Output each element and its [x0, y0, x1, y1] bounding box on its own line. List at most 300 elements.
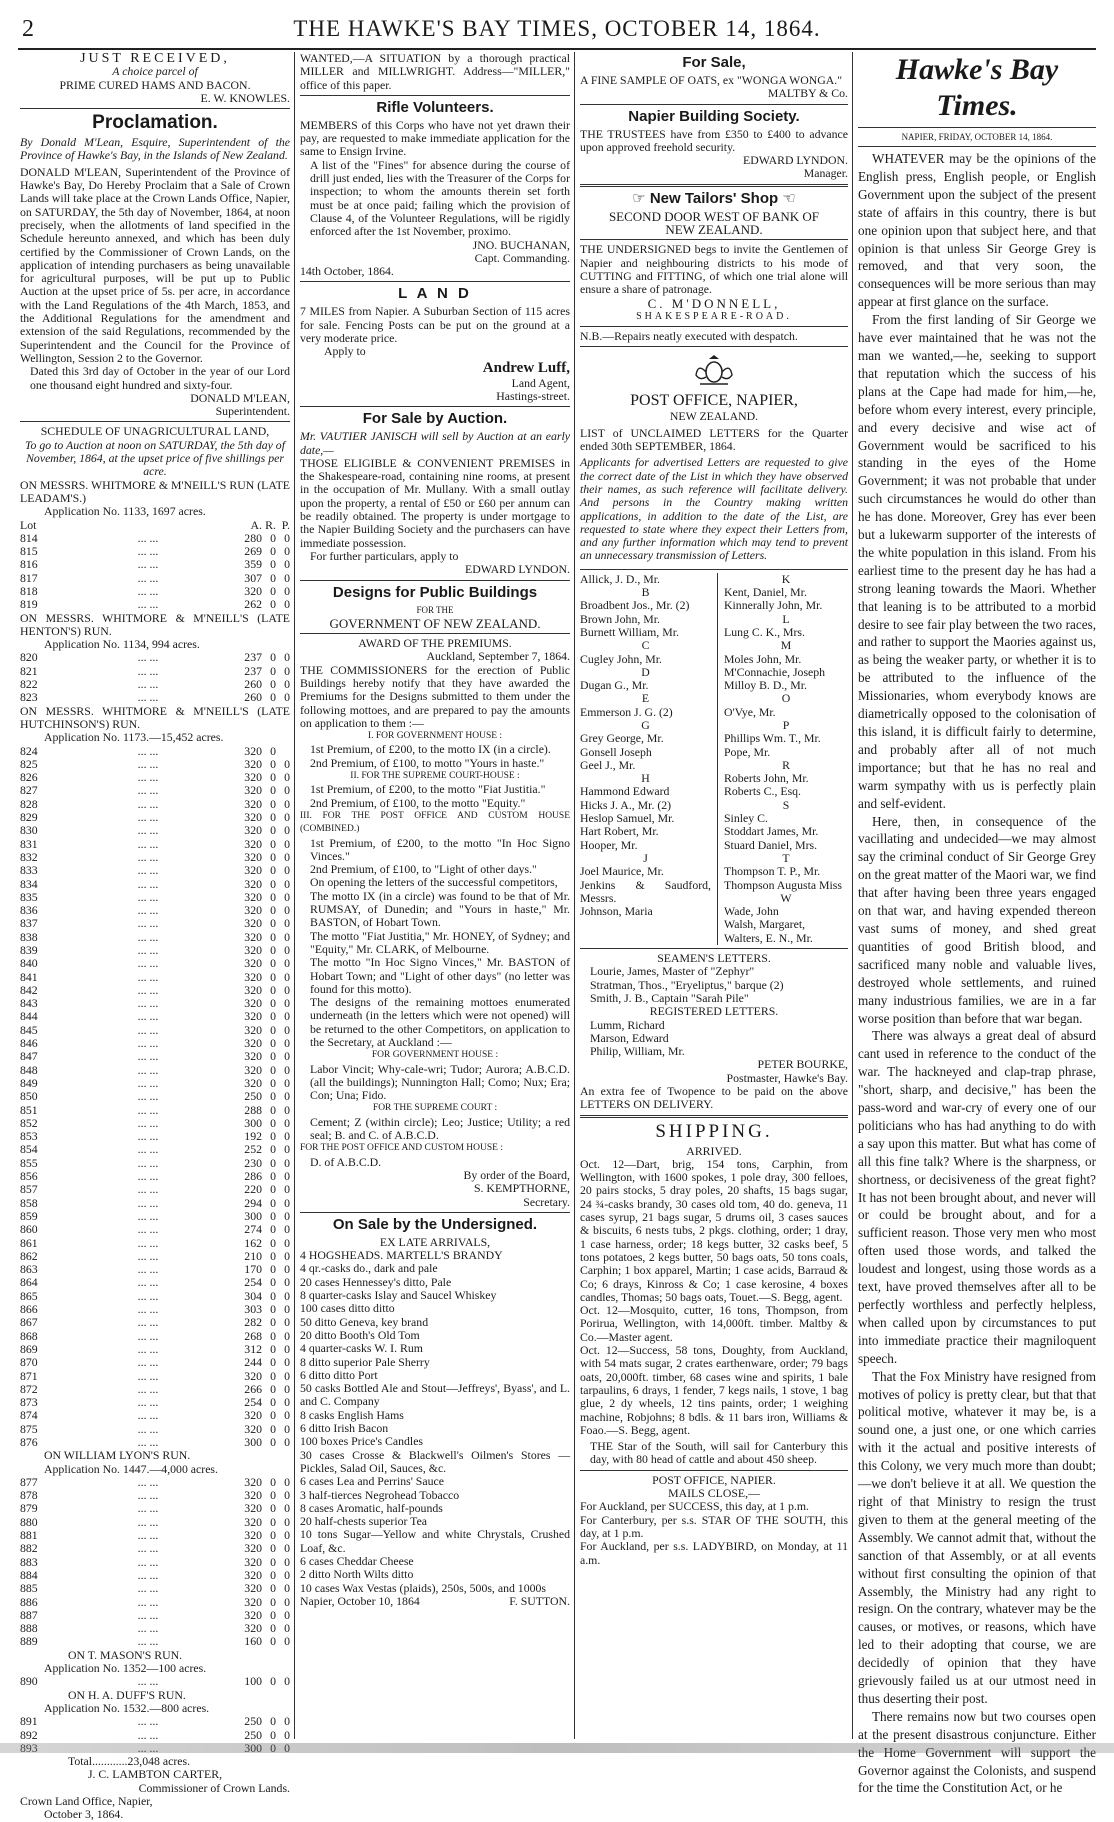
table-cell: 863: [20, 1262, 38, 1277]
table-cell: 0: [270, 1009, 276, 1024]
table-cell: 0: [284, 1434, 290, 1449]
table-cell: 0: [270, 1674, 276, 1689]
table-cell: 822: [20, 677, 38, 692]
table-cell: ... ...: [137, 1155, 159, 1170]
table-cell: 0: [284, 1009, 290, 1024]
table-cell: 320: [244, 1368, 262, 1383]
list-item: M: [780, 638, 792, 653]
tailors-signature: C. M'DONNELL,: [647, 295, 781, 311]
shipping-entry: Oct. 12—Mosquito, cutter, 16 tons, Thompson, from Porirua, Wellington, with 14,000ft. timber. Maltby & Co.—Master agent.: [580, 1303, 848, 1344]
table-cell: 282: [244, 1315, 262, 1330]
table-cell: 254: [244, 1395, 262, 1410]
table-cell: 0: [284, 530, 290, 545]
table-cell: ... ...: [137, 1621, 159, 1636]
letters-right-column: [717, 573, 848, 945]
table-cell: 0: [270, 677, 276, 692]
list-item: Thompson T. P., Mr.: [724, 864, 821, 879]
table-cell: 320: [244, 1421, 262, 1436]
table-cell: ... ...: [137, 1315, 159, 1330]
table-cell: 0: [270, 1421, 276, 1436]
list-item: 10 cases Wax Vestas (plaids), 250s, 500s, and 1000s: [300, 1580, 546, 1595]
page-number: 2: [22, 16, 34, 42]
designs-government: GOVERNMENT OF NEW ZEALAND.: [329, 615, 541, 631]
list-item: 3 half-tierces Negrohead Tobacco: [300, 1487, 460, 1502]
table-cell: 0: [284, 1740, 290, 1755]
table-cell: 0: [284, 1395, 290, 1410]
table-cell: 0: [284, 903, 290, 918]
table-cell: 821: [20, 663, 38, 678]
seamens-list: [580, 965, 848, 1005]
list-item: Geel J., Mr.: [580, 757, 636, 772]
table-cell: ... ...: [137, 690, 159, 705]
editorial-paragraph: From the first landing of Sir George we have ever maintained that he was not the man we wanted,—he, seeking to support that reputation which the success of his plans at the Cape had made for him,—he, before whom every interest, every principle, and every decisive and wise act of Government would be sacrificed to his standing in the eyes of the Home Government; it was not probable that under such circumstances he would do other than he has done. Moreover, Grey has ever been but a lukewarm supporter of the interests of the white population in this island. From his earliest time to the present day he has had a strong leaning towards the Maori. Whether that leaning is to be attributed to a morbid desire to see fair play between the two races, and rather to support the Maories against us, as being the weaker party, or whether it is to be attributed to the influence of the Missionaries, whom everybody knows are diametrically opposed to the colonisation of this island, it is difficult fairly to determine, and probably after all of not much importance; but that he has no real and warm sympathy with us is perfectly plain and self-evident.: [858, 312, 1096, 811]
table-cell: 320: [244, 783, 262, 798]
undersigned-subtitle: EX LATE ARRIVALS,: [379, 1234, 491, 1249]
arrived-heading: ARRIVED.: [686, 1143, 742, 1158]
undersigned-heading: On Sale by the Undersigned.: [332, 1215, 538, 1233]
run-title: ON T. MASON'S RUN.: [68, 1647, 183, 1662]
table-cell: 320: [244, 743, 262, 758]
list-item: Philip, William, Mr.: [590, 1044, 685, 1059]
table-cell: 0: [284, 557, 290, 572]
table-cell: ... ...: [137, 583, 159, 598]
table-cell: 192: [244, 1129, 262, 1144]
table-cell: 320: [244, 943, 262, 957]
table-cell: ... ...: [137, 956, 159, 971]
table-cell: 0: [270, 1541, 276, 1556]
table-cell: 0: [270, 1315, 276, 1330]
mail-subtitle: MAILS CLOSE,—: [668, 1486, 760, 1501]
mail-heading: POST OFFICE, NAPIER.: [652, 1472, 776, 1487]
table-cell: 878: [20, 1488, 38, 1503]
table-cell: 0: [284, 1169, 290, 1184]
paper-title: THE HAWKE'S BAY TIMES, OCTOBER 14, 1864.: [293, 16, 821, 41]
list-item: Lumm, Richard: [590, 1017, 665, 1032]
table-cell: 0: [270, 1062, 276, 1077]
table-cell: ... ...: [137, 836, 159, 851]
auction-heading: For Sale by Auction.: [362, 410, 508, 428]
table-cell: 0: [284, 1674, 290, 1689]
table-cell: 320: [244, 916, 262, 931]
table-cell: 0: [284, 1581, 290, 1596]
table-cell: 0: [270, 1395, 276, 1410]
table-cell: 0: [284, 916, 290, 931]
table-cell: 320: [244, 1581, 262, 1596]
table-cell: 0: [270, 1528, 276, 1543]
table-cell: ... ...: [137, 1474, 159, 1489]
table-cell: 237: [244, 650, 262, 665]
table-cell: 0: [270, 1434, 276, 1449]
table-cell: 0: [284, 583, 290, 598]
table-cell: 876: [20, 1434, 38, 1449]
table-cell: ... ...: [137, 849, 159, 864]
table-cell: 846: [20, 1036, 38, 1051]
list-item: C: [641, 638, 650, 653]
table-cell: 865: [20, 1288, 38, 1303]
table-cell: 874: [20, 1408, 38, 1423]
table-cell: 857: [20, 1182, 38, 1197]
ad-title: JUST RECEIVED,: [80, 51, 230, 66]
editorial-title: Hawke's Bay Times.: [895, 53, 1059, 122]
list-item: S: [782, 797, 790, 812]
list-item: 8 quarter-casks Islay and Saucel Whiskey: [300, 1288, 497, 1303]
table-cell: 0: [284, 677, 290, 692]
table-cell: 0: [270, 1740, 276, 1755]
table-cell: 0: [270, 1714, 276, 1729]
table-cell: ... ...: [137, 1634, 159, 1649]
table-cell: 0: [284, 889, 290, 904]
table-cell: 0: [270, 1341, 276, 1356]
tailors-heading: [580, 190, 848, 208]
table-cell: 320: [244, 996, 262, 1011]
table-cell: 0: [270, 1022, 276, 1037]
shipping-heading: SHIPPING.: [655, 1120, 773, 1142]
table-cell: 320: [244, 1036, 262, 1051]
list-item: Hart Robert, Mr.: [580, 824, 659, 839]
list-item: K: [781, 571, 791, 586]
table-cell: ... ...: [137, 1714, 159, 1729]
table-cell: ... ...: [137, 1674, 159, 1689]
table-cell: 0: [270, 1408, 276, 1423]
table-cell: 0: [270, 530, 276, 545]
table-cell: 872: [20, 1381, 38, 1396]
table-cell: 815: [20, 544, 38, 559]
table-cell: 0: [270, 1222, 276, 1237]
table-cell: 286: [244, 1169, 262, 1184]
table-cell: ... ...: [137, 943, 159, 957]
table-cell: 320: [244, 903, 262, 918]
lot-table: [20, 745, 290, 1450]
table-cell: ... ...: [137, 1182, 159, 1197]
table-cell: 100: [244, 1674, 262, 1689]
table-cell: 0: [270, 1554, 276, 1569]
table-cell: ... ...: [137, 1169, 159, 1184]
table-cell: 0: [270, 1235, 276, 1250]
list-item: 10 tons Sugar—Yellow and white Chrystals, Crushed Loaf, &c.: [300, 1527, 570, 1555]
designs-subhead: II. FOR THE SUPREME COURT-HOUSE :: [350, 771, 520, 782]
undersigned-signature: F. SUTTON.: [509, 1593, 570, 1608]
table-cell: 0: [270, 1607, 276, 1622]
table-cell: 0: [284, 663, 290, 678]
table-cell: 0: [270, 583, 276, 598]
table-cell: 0: [270, 1115, 276, 1130]
list-item: Walters, E. N., Mr.: [724, 930, 813, 945]
table-cell: 828: [20, 796, 38, 811]
table-cell: 303: [244, 1302, 262, 1317]
table-cell: 892: [20, 1727, 38, 1742]
land-sign-title: Land Agent,: [511, 375, 570, 390]
list-item: Wade, John: [724, 904, 779, 919]
list-item: Lourie, James, Master of "Zephyr": [590, 964, 755, 979]
table-cell: ... ...: [137, 863, 159, 878]
table-cell: 0: [284, 1222, 290, 1237]
table-cell: 0: [284, 1488, 290, 1503]
table-cell: 0: [270, 1142, 276, 1157]
table-cell: ... ...: [137, 756, 159, 771]
table-cell: 0: [284, 1195, 290, 1210]
table-cell: 0: [284, 969, 290, 984]
table-cell: 0: [284, 1275, 290, 1290]
column-4-editorial: [858, 52, 1096, 1796]
table-cell: 0: [270, 663, 276, 678]
table-cell: 839: [20, 943, 38, 957]
table-cell: 856: [20, 1169, 38, 1184]
table-cell: 320: [244, 1488, 262, 1503]
seamens-heading: SEAMEN'S LETTERS.: [657, 951, 771, 966]
motto-list: Cement; Z (within circle); Leo; Justice; Utility; a red seal; B. and C. of A.B.C.D.: [310, 1114, 570, 1143]
schedule-signature: J. C. LAMBTON CARTER,: [87, 1767, 223, 1782]
table-cell: 890: [20, 1674, 38, 1689]
list-item: H: [641, 771, 650, 786]
table-cell: ... ...: [137, 1567, 159, 1582]
list-item: R: [782, 757, 790, 772]
table-cell: ... ...: [137, 1036, 159, 1051]
table-cell: 825: [20, 756, 38, 771]
table-cell: 320: [244, 756, 262, 771]
table-cell: 0: [270, 1501, 276, 1516]
table-cell: 0: [270, 1195, 276, 1210]
table-cell: 0: [284, 943, 290, 957]
table-cell: ... ...: [137, 1195, 159, 1210]
table-cell: 0: [284, 956, 290, 971]
table-cell: 0: [284, 597, 290, 612]
list-item: Walsh, Margaret,: [724, 917, 806, 932]
lot-table: [20, 532, 290, 612]
editorial-dateline: NAPIER, FRIDAY, OCTOBER 14, 1864.: [901, 132, 1053, 142]
table-cell: 0: [284, 570, 290, 585]
table-cell: 0: [270, 1514, 276, 1529]
table-cell: 320: [244, 1075, 262, 1090]
table-cell: 320: [244, 889, 262, 904]
premium-line: 1st Premium, of £200, to the motto IX (in a circle).: [310, 742, 551, 757]
table-cell: 0: [270, 1368, 276, 1383]
table-cell: 252: [244, 1142, 262, 1157]
table-cell: ... ...: [137, 982, 159, 997]
table-cell: 320: [244, 1022, 262, 1037]
table-cell: 861: [20, 1235, 38, 1250]
table-cell: 0: [284, 1514, 290, 1529]
list-item: B: [641, 585, 650, 600]
table-cell: 250: [244, 1714, 262, 1729]
table-cell: ... ...: [137, 1594, 159, 1609]
table-cell: 160: [244, 1634, 262, 1649]
table-cell: 0: [284, 1262, 290, 1277]
table-cell: 320: [244, 969, 262, 984]
list-item: Grey George, Mr.: [580, 731, 664, 746]
table-cell: 0: [270, 1075, 276, 1090]
table-cell: 0: [284, 1049, 290, 1064]
table-cell: 320: [244, 770, 262, 785]
table-cell: 250: [244, 1727, 262, 1742]
schedule-date: October 3, 1864.: [44, 1807, 124, 1822]
table-cell: ... ...: [137, 1501, 159, 1516]
rifle-sign-title: Capt. Commanding.: [474, 250, 570, 265]
lot-table-header: [20, 519, 290, 532]
table-cell: 250: [244, 1089, 262, 1104]
table-cell: 0: [284, 1381, 290, 1396]
table-cell: 0: [270, 982, 276, 997]
shipping-entry: Oct. 12—Dart, brig, 154 tons, Carphin, from Wellington, with 1600 spokes, 1 pole dray, 300 felloes, 20 pairs stocks, 5 dray poles, 20 shafts, 15 bags sugar, 24 ¾-casks brandy, 30 cases old tom, 40 do. geneva, 11 cases syrup, 21 bags sugar, 5 drums oil, 3 cases sauces & biscuits, 6 nests tubs, 2 pkgs. clothing, order; 1 dray, 1 case harness, order; 18 kegs butter, 32 casks beef, 5 tons potatoes, 2 kegs butter, 50 bags oats, 50 tons coals, Carphin; 1 box apparel, Martin; 1 case acids, Barraud & Co; 6 drays, Kinross & Co; 1 case kerosine, 4 boxes candles, Thomas; 50 bags oats, Touet.—S. Begg, agent.: [580, 1156, 848, 1304]
table-cell: 889: [20, 1634, 38, 1649]
table-cell: 0: [284, 1421, 290, 1436]
table-cell: 869: [20, 1341, 38, 1356]
table-cell: 274: [244, 1222, 262, 1237]
list-item: 4 qr.-casks do., dark and pale: [300, 1261, 438, 1276]
table-cell: 320: [244, 836, 262, 851]
table-cell: 0: [284, 783, 290, 798]
table-cell: ... ...: [137, 1381, 159, 1396]
table-cell: 0: [284, 1022, 290, 1037]
designs-paragraph: The designs of the remaining mottoes enumerated underneath (in the letters which were not opened) will be returned to the other Competitors, on application to the Secretary, at Auckland :—: [310, 995, 570, 1049]
po-subtitle: NEW ZEALAND.: [669, 409, 759, 424]
list-item: Emmerson J. G. (2): [580, 704, 673, 719]
table-cell: 848: [20, 1062, 38, 1077]
table-cell: 320: [244, 982, 262, 997]
table-header-cell: R.: [265, 517, 276, 532]
table-cell: ... ...: [137, 743, 159, 758]
designs-signature: S. KEMPTHORNE,: [473, 1181, 570, 1196]
table-cell: 0: [270, 743, 276, 758]
table-cell: 0: [270, 836, 276, 851]
table-cell: ... ...: [137, 1541, 159, 1556]
table-cell: 320: [244, 1621, 262, 1636]
table-cell: 0: [284, 823, 290, 838]
table-cell: ... ...: [137, 783, 159, 798]
table-cell: 266: [244, 1381, 262, 1396]
table-cell: 0: [284, 1621, 290, 1636]
table-cell: ... ...: [137, 663, 159, 678]
tailors-subtitle: SECOND DOOR WEST OF BANK OF: [608, 208, 820, 224]
table-cell: 852: [20, 1115, 38, 1130]
run-application: Application No. 1173.—15,452 acres.: [44, 730, 224, 745]
table-cell: 0: [284, 1501, 290, 1516]
table-cell: 0: [284, 1115, 290, 1130]
table-cell: 0: [270, 1248, 276, 1263]
table-cell: 0: [270, 1594, 276, 1609]
undersigned-place: Napier, October 10, 1864: [300, 1593, 420, 1608]
table-cell: 0: [270, 1634, 276, 1649]
table-cell: 320: [244, 1501, 262, 1516]
table-cell: ... ...: [137, 1341, 159, 1356]
table-cell: 891: [20, 1714, 38, 1729]
table-cell: 320: [244, 1009, 262, 1024]
wanted-ad: WANTED,—A SITUATION by a thorough practical MILLER and MILLWRIGHT. Address—"MILLER," office of this paper.: [300, 51, 570, 92]
rifle-signature: JNO. BUCHANAN,: [472, 237, 570, 252]
land-heading: L A N D: [398, 285, 472, 303]
table-cell: 300: [244, 1740, 262, 1755]
list-item: Kinnerally John, Mr.: [724, 598, 823, 613]
designs-paragraph: The motto "Fiat Justitia," Mr. HONEY, of Sydney; and "Equity," Mr. CLARK, of Melbourne.: [310, 928, 570, 956]
table-cell: 0: [284, 1528, 290, 1543]
table-cell: ... ...: [137, 1089, 159, 1104]
designs-subhead: I. FOR GOVERNMENT HOUSE :: [367, 731, 503, 742]
table-cell: 0: [284, 756, 290, 771]
table-cell: 0: [270, 650, 276, 665]
table-cell: 0: [270, 1302, 276, 1317]
forsale-signature: MALTBY & Co.: [767, 86, 848, 101]
designs-subhead: FOR GOVERNMENT HOUSE :: [371, 1050, 499, 1061]
list-item: P: [782, 717, 790, 732]
table-cell: 829: [20, 810, 38, 825]
table-cell: 832: [20, 849, 38, 864]
table-cell: 0: [284, 1089, 290, 1104]
table-cell: ... ...: [137, 903, 159, 918]
list-item: Roberts John, Mr.: [724, 771, 809, 786]
table-cell: 0: [270, 916, 276, 931]
table-cell: 0: [284, 1315, 290, 1330]
table-cell: 885: [20, 1581, 38, 1596]
table-cell: 834: [20, 876, 38, 891]
table-cell: 862: [20, 1248, 38, 1263]
table-cell: 0: [284, 1328, 290, 1343]
run-title: ON WILLIAM LYON'S RUN.: [44, 1448, 191, 1463]
table-cell: 0: [270, 690, 276, 705]
table-cell: 0: [284, 1368, 290, 1383]
ad-subtitle: A choice parcel of: [112, 64, 198, 79]
table-cell: ... ...: [137, 1727, 159, 1742]
table-cell: 827: [20, 783, 38, 798]
table-cell: 830: [20, 823, 38, 838]
premium-line: 2nd Premium, of £100, to "Light of other days.": [310, 862, 537, 877]
pointing-hand-icon: ☜: [782, 189, 796, 207]
table-cell: 0: [284, 1062, 290, 1077]
table-cell: 0: [284, 1607, 290, 1622]
table-cell: 320: [244, 810, 262, 825]
designs-heading: Designs for Public Buildings: [332, 583, 538, 601]
run-application: Application No. 1134, 994 acres.: [44, 637, 200, 652]
premium-line: 2nd Premium, of £100, to the motto "Equity.": [310, 795, 526, 810]
run-application: Application No. 1447.—4,000 acres.: [44, 1461, 218, 1476]
ad-body: PRIME CURED HAMS AND BACON.: [59, 77, 251, 92]
table-cell: 230: [244, 1155, 262, 1170]
table-cell: ... ...: [137, 677, 159, 692]
table-cell: 0: [270, 570, 276, 585]
proclamation-body: DONALD M'LEAN, Superintendent of the Province of Hawke's Bay, Do Hereby Proclaim that a Sale of Crown Lands will take place at the Crown Lands Office, Napier, on SATURDAY, the 5th day of November, 1864, at noon precisely, when the allotments of land specified in the Schedule hereunto annexed, and which has been duly certified by the Commissioner of Crown Lands, on the application of intending purchasers as being unavailable for agricultural purposes, will be put up to Public Auction at the upset price of 5s. per acre, in accordance with the Land Regulations of the 4th March, 1853, and the Additional Regulations for the amendment and extension of the said Regulations, recommended by the Superintendent and the Council for the Province of Wellington, Session 2 to the Governor.: [20, 164, 290, 365]
table-cell: 819: [20, 597, 38, 612]
table-cell: ... ...: [137, 969, 159, 984]
table-cell: ... ...: [137, 1075, 159, 1090]
list-item: 4 quarter-casks W. I. Rum: [300, 1341, 423, 1356]
schedule-place: Crown Land Office, Napier,: [20, 1794, 153, 1808]
undersigned-footer: [300, 1595, 570, 1608]
designs-order: By order of the Board,: [463, 1167, 570, 1182]
list-item: 20 ditto Booth's Old Tom: [300, 1327, 420, 1342]
table-cell: 0: [284, 1129, 290, 1144]
column-rule: [574, 52, 575, 1739]
designs-subhead: FOR THE SUPREME COURT :: [372, 1103, 498, 1114]
table-cell: 320: [244, 1607, 262, 1622]
table-cell: 320: [244, 1567, 262, 1582]
table-cell: 0: [284, 1714, 290, 1729]
list-item: 20 half-chests superior Tea: [300, 1514, 428, 1529]
table-cell: 883: [20, 1554, 38, 1569]
table-cell: 0: [270, 849, 276, 864]
tailors-subtitle: NEW ZEALAND.: [665, 222, 763, 238]
table-cell: 320: [244, 1049, 262, 1064]
table-cell: 870: [20, 1355, 38, 1370]
table-cell: 866: [20, 1302, 38, 1317]
editorial-paragraph: WHATEVER may be the opinions of the English press, English people, or English Government upon the subject of the present state of affairs in this country, there is but one opinion upon that subject here, and that opinion is that unless Sir George Grey is removed, and that very soon, the consequences will be more serious than may appear at first glance on the surface.: [858, 151, 1096, 310]
table-cell: 0: [284, 1408, 290, 1423]
table-cell: 0: [270, 1036, 276, 1051]
table-cell: 237: [244, 663, 262, 678]
list-item: E: [641, 691, 650, 706]
undersigned-list: [300, 1249, 570, 1595]
rifle-paragraph: A list of the "Fines" for absence during the course of drill just ended, lies with the Treasurer of the Corps for inspection; to whom the amounts therein set forth must be at once paid; failing which the provision of Clause 4, of the Volunteer Regulations, will be rigidly enforced after the 1st November, proximo.: [310, 157, 570, 239]
table-cell: ... ...: [137, 1022, 159, 1037]
table-cell: 0: [284, 1102, 290, 1117]
auction-subtitle: Mr. VAUTIER JANISCH will sell by Auction at an early date,—: [300, 429, 570, 457]
